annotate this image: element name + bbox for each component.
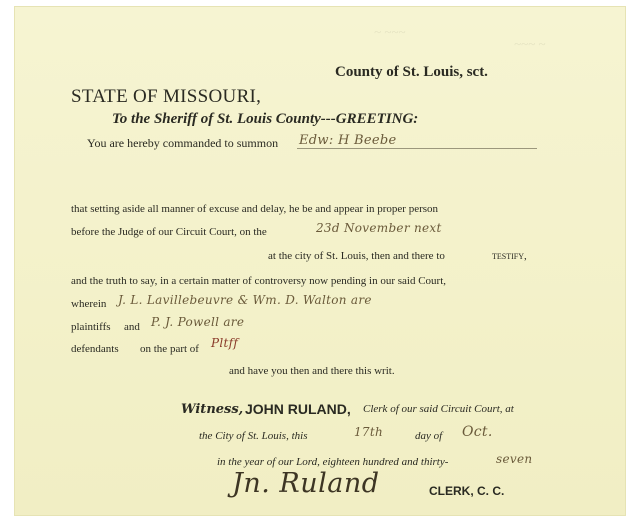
month-name: Oct.: [462, 424, 493, 440]
city-line: the City of St. Louis, this: [199, 430, 308, 442]
bleed-through-mark: ~~~ ~: [514, 36, 546, 51]
bleed-through-mark: ~ ~~~: [374, 24, 406, 39]
clerk-title: CLERK, C. C.: [429, 484, 505, 498]
and-word: and: [124, 321, 140, 333]
county-line: County of St. Louis, sct.: [335, 64, 488, 80]
party-name: Pltff: [211, 336, 239, 350]
clerk-name: JOHN RULAND,: [245, 401, 351, 417]
body-line-1: that setting aside all manner of excuse and delay, he be and appear in proper person: [71, 203, 439, 215]
addressee-line: To the Sheriff of St. Louis County---GREETING:: [112, 111, 419, 127]
plaintiffs-names: J. L. Lavillebeuvre & Wm. D. Walton are: [118, 293, 372, 307]
day-number: 17th: [354, 425, 384, 439]
body-line-4: and the truth to say, in a certain matter of controversy now pending in our said Court,: [71, 275, 447, 287]
year-line: in the year of our Lord, eighteen hundred and thirty-: [217, 456, 449, 468]
writ-document: [14, 6, 626, 516]
wherein-label: wherein: [71, 298, 107, 310]
on-part-of: on the part of: [140, 343, 199, 355]
day-of-label: day of: [415, 430, 443, 442]
defendant-name: P. J. Powell are: [151, 315, 245, 329]
witness-label: Witness,: [181, 402, 244, 417]
plaintiffs-label: plaintiffs: [71, 321, 111, 333]
summon-name: Edw: H Beebe: [299, 133, 397, 148]
have-you-line: and have you then and there this writ.: [229, 365, 395, 377]
year-word: seven: [496, 452, 533, 466]
appearance-date: 23d November next: [316, 221, 442, 235]
body-line-3: at the city of St. Louis, then and there to: [268, 250, 445, 262]
body-line-2: before the Judge of our Circuit Court, on the: [71, 226, 267, 238]
command-text: You are hereby commanded to summon: [87, 136, 279, 150]
defendants-label: defendants: [71, 343, 119, 355]
summon-rule: [297, 148, 537, 149]
clerk-signature: Jn. Ruland: [232, 468, 380, 499]
testify-word: testify,: [492, 250, 527, 262]
state-heading: STATE OF MISSOURI,: [71, 86, 262, 107]
clerk-description: Clerk of our said Circuit Court, at: [363, 403, 514, 415]
